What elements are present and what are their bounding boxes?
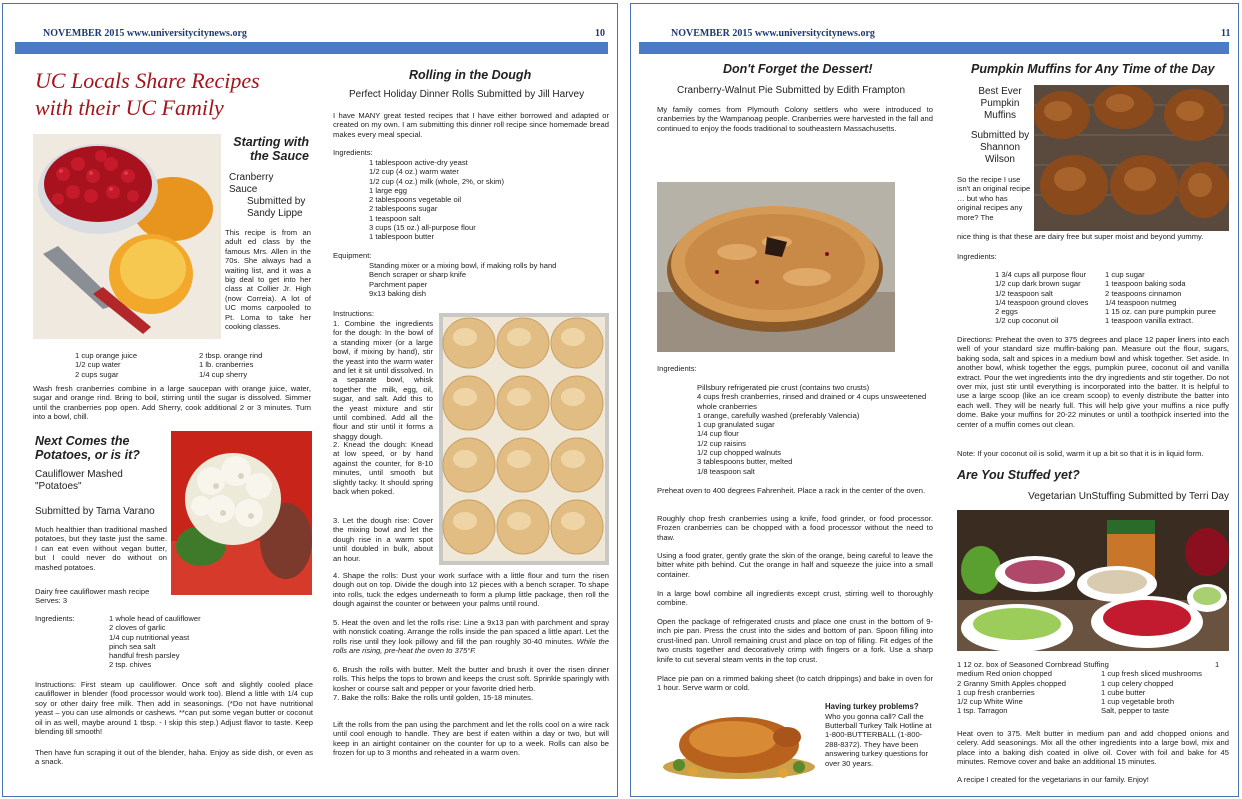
stuffing-subtitle: Vegetarian UnStuffing Submitted by Terri Day xyxy=(1028,491,1229,502)
potatoes-recipe-note: Dairy free cauliflower mash recipe xyxy=(35,587,150,596)
page-title: UC Locals Share Recipes with their UC Family xyxy=(35,68,260,120)
pie-step-3: Using a food grater, gently grate the skin of the orange, being careful to leave the bitter white pith behind. Cut the orange in half and squeeze the juice into a small container. xyxy=(657,551,933,579)
pie-ingredients-label: Ingredients: xyxy=(657,364,697,373)
muffins-intro: So the recipe I use isn't an original recipe … but who has original recipes any more? The xyxy=(957,175,1031,222)
rolls-step-6: 6. Brush the rolls with butter. Melt the butter and brush it over the risen dinner rolls. This helps the tops to brown and keeps the crust soft. Sprinkle sparingly with kosher or course salt and pepper or your favorite dried herb. xyxy=(333,665,609,693)
page-number: 10 xyxy=(595,28,605,39)
rolls-step-1: 1. Combine the ingredients for the dough: In the bowl of a standing mixer (or a large bowl, if mixing by hand), stir the yeast into the warm water and let it sit until dissolved. In a separate bowl, whisk together the milk, egg, oil, sugar, and salt. Add this to the yeast mixture and stir until combined. Add all the flour and stir until it forms a shaggy dough. xyxy=(333,319,433,441)
muffins-intro-cont: nice thing is that these are dairy free but super moist and beyond yummy. xyxy=(957,232,1204,241)
page-11 xyxy=(630,3,1239,797)
cranberry-sauce-photo xyxy=(33,134,221,339)
pie-step-5: Open the package of refrigerated crusts and place one crust in the bottom of 9-inch pie pan. Press the crust into the sides and bottom of pan. Spoon filling into crust-lined pan. Unroll remaining crust and place on top of filling. Fit edges of the two crusts together and decoratively crimp with fingers or a fork. Use a sharp knife to cut several steam vents in the top crust. xyxy=(657,617,933,664)
stuffing-directions: Heat oven to 375. Melt butter in medium pan and add chopped onions and celery. Add seasonings. Mix all the other ingredients into a large bowl, mix and place into a baking dish coated in olive oil. Cover with foil and bake for 45 minutes. Remove cover and bake an additional 15 minutes. xyxy=(957,729,1229,767)
potatoes-ingredients: 1 whole head of cauliflower 2 cloves of garlic 1/4 cup nutritional yeast pinch sea salt handful fresh parsley 2 tsp. chives xyxy=(109,614,201,670)
rolls-step-4: 4. Shape the rolls: Dust your work surface with a little flour and turn the risen dough out on top. Divide the dough into 12 pieces with a bench scraper. To shape into rolls, tuck the edges underneath to form a plump little package, then roll the dough against the counter or between your palms until round. xyxy=(333,571,609,609)
header-rule xyxy=(639,42,1229,54)
pumpkin-muffins-photo xyxy=(1034,85,1229,231)
rolls-step-3: 3. Let the dough rise: Cover the mixing bowl and let the dough rise in a warm spot until doubled in bulk, about an hour. xyxy=(333,516,433,563)
turkey-hotline-text: Who you gonna call? Call the Butterball Turkey Talk Hotline at 1-800-BUTTERBALL (1-800-288-8372). They have been answering turkey questions for over 30 years. xyxy=(825,711,932,768)
rolls-equipment: Standing mixer or a mixing bowl, if making rolls by hand Bench scraper or sharp knife Parchment paper 9x13 baking dish xyxy=(369,261,557,298)
rolls-step-7: 7. Bake the rolls: Bake the rolls until golden, 15-18 minutes. xyxy=(333,693,534,702)
roast-turkey-photo xyxy=(659,701,817,783)
muffins-ingredients-left: 1 3/4 cups all purpose flour 1/2 cup dark brown sugar 1/2 teaspoon salt 1/4 teaspoon ground cloves 2 eggs 1/2 cup coconut oil xyxy=(995,270,1089,326)
potatoes-intro: Much healthier than traditional mashed potatoes, but they taste just the same. I can eat even without vegan butter, but I could never do without on mashed potatoes. xyxy=(35,525,167,572)
sauce-intro: This recipe is from an adult ed class by the famous Mrs. Allen in the 70s. She always had a waiting list, and it was a big deal to get into her class at Collier Jr. High (now Correia). A lot of UC moms carpooled to Pt. Loma to take her cooking classes. xyxy=(225,228,311,332)
rolls-intro: I have MANY great tested recipes that I have either borrowed and adapted or created on my own. I am submitting this dinner roll recipe since homemade bread makes every meal special. xyxy=(333,111,609,139)
rolls-ingredients: 1 tablespoon active-dry yeast 1/2 cup (4 oz.) warm water 1/2 cup (4 oz.) milk (whole, 2%, or skim) 1 large egg 2 tablespoons vegetable oil 2 tablespoons sugar 1 teaspoon salt 3 cups (15 oz.) all-purpose flour 1 tablespoon butter xyxy=(369,158,505,242)
sauce-ingredients-left: 1 cup orange juice 1/2 cup water 2 cups sugar xyxy=(75,351,138,379)
potatoes-serves: Serves: 3 xyxy=(35,596,68,605)
dinner-rolls-photo xyxy=(439,313,609,565)
pie-ingredients: Pillsbury refrigerated pie crust (contains two crusts) 4 cups fresh cranberries, rinsed and drained or 4 cups unsweetened whole cranberries 1 orange, carefully washed (preferably Valencia) 1 cup granulated sugar 1/4 cup flour 1/2 cup raisins 1/2 cup chopped walnuts 3 tablespoons butter, melted 1/8 teaspoon salt xyxy=(697,383,927,476)
pie-step-1: Preheat oven to 400 degrees Fahrenheit. Place a rack in the center of the oven. xyxy=(657,486,926,495)
potatoes-instructions: Instructions: First steam up cauliflower. Once soft and slightly cooled place cauliflower in blender (food processor would work too). Blend a little with 1/4 cup soy or other dairy free milk. Then add in seasonings. (*Do not have nutritional yeast – you can use almonds or cashews. **can put some vegan butter or coconut oil in as well, maybe around 1 tbsp. - I skip this step.) Adjust flavor to taste. Keep blending till smooth! xyxy=(35,680,313,737)
potatoes-ingredients-label: Ingredients: xyxy=(35,614,75,623)
rolls-step-5: 5. Heat the oven and let the rolls rise: Line a 9x13 pan with parchment and spray with nonstick coating. Arrange the rolls inside the pan spaced a little apart. Let the rolls rise until they look pillowy and fill the pan roughly 30-40 minutes. While the rolls are rising, pre-heat the oven to 375°F. xyxy=(333,618,610,656)
muffins-note: Note: If your coconut oil is solid, warm it up a bit so that it is in liquid form. xyxy=(957,449,1204,458)
rolls-equipment-label: Equipment: xyxy=(333,251,372,260)
muffins-ingredients-right: 1 cup sugar 1 teaspoon baking soda 2 teaspoons cinnamon 1/4 teaspoon nutmeg 1 15 oz. can pure pumpkin puree 1 teaspoon vanilla extract. xyxy=(1105,270,1217,326)
rolls-instructions-label: Instructions: xyxy=(333,309,374,318)
stuffing-ingredients-photo xyxy=(957,510,1229,651)
sauce-directions: Wash fresh cranberries combine in a large saucepan with orange juice, water, sugar and orange rind. Bring to boil, stirring until the sugar is dissolved. Simmer until the cranberries pop open. Add Sherry, cook additional 2 or 3 minutes. Turn into a bowl, chill. xyxy=(33,384,311,422)
pie-step-6: Place pie pan on a rimmed baking sheet (to catch drippings) and bake in oven for 1 hour. Serve warm or cold. xyxy=(657,674,933,693)
header-rule xyxy=(15,42,608,54)
stuffing-ingredients-left: 1 12 oz. box of Seasoned Cornbread Stuffing medium Red onion chopped 2 Granny Smith Apples chopped 1 cup fresh cranberries 1/2 cup White Wine 1 tsp. Tarragon xyxy=(957,660,1109,716)
cauliflower-photo xyxy=(171,431,312,595)
stuffing-page-mark: 1 xyxy=(1215,660,1220,669)
sauce-submitted: Submitted by Sandy Lippe xyxy=(247,196,306,219)
muffins-ingredients-label: Ingredients: xyxy=(957,252,997,261)
sauce-ingredients-right: 2 tbsp. orange rind 1 lb. cranberries 1/4 cup sherry xyxy=(199,351,263,379)
page-number: 11 xyxy=(1221,28,1231,39)
rolls-step-2: 2. Knead the dough: Knead at low speed, or by hand against the counter, for 8-10 minutes, until smooth but slightly tacky. It should spring back when poked. xyxy=(333,440,433,497)
cranberry-pie-photo xyxy=(657,182,895,352)
turkey-hotline-heading: Having turkey problems? xyxy=(825,702,919,711)
pie-step-2: Roughly chop fresh cranberries using a knife, food grinder, or food processor. Frozen cranberries can be chopped with a food processor without the need to thaw. xyxy=(657,514,933,542)
pie-subtitle: Cranberry-Walnut Pie Submitted by Edith Frampton xyxy=(677,85,906,96)
potatoes-name: Cauliflower Mashed "Potatoes" xyxy=(35,469,123,492)
muffins-heading: Pumpkin Muffins for Any Time of the Day xyxy=(971,62,1215,76)
potatoes-submitted: Submitted by Tama Varano xyxy=(35,506,155,517)
turkey-hotline-box xyxy=(825,702,935,768)
sauce-heading: Starting with the Sauce xyxy=(233,135,309,163)
pie-intro: My family comes from Plymouth Colony settlers who were introduced to cranberries by the Wampanoag people. Cranberries were harvested in the fall and continued to enjoy the foods traditional to southeastern Massachusetts. xyxy=(657,105,933,133)
potatoes-heading: Next Comes the Potatoes, or is it? xyxy=(35,434,140,462)
stuffing-ingredients-right: 1 cup fresh sliced mushrooms 1 cup celery chopped 1 cube butter 1 cup vegetable broth Salt, pepper to taste xyxy=(1101,669,1202,716)
muffins-name: Best Ever Pumpkin Muffins xyxy=(978,86,1022,121)
pie-step-4: In a large bowl combine all ingredients except crust, stirring well to thoroughly combine. xyxy=(657,589,933,608)
rolls-heading: Rolling in the Dough xyxy=(409,68,532,82)
page-header: NOVEMBER 2015 www.universitycitynews.org xyxy=(671,28,875,39)
rolls-subtitle: Perfect Holiday Dinner Rolls Submitted by Jill Harvey xyxy=(349,89,585,100)
muffins-directions: Directions: Preheat the oven to 375 degrees and place 12 paper liners into each well of your standard size muffin-baking pan. Measure out the flour, sugars, baking soda, salt and spices in a medium bowl and whisk together. Set aside. In another bowl, whisk together the eggs, pumpkin puree, coconut oil and vanilla extract. Pour the wet ingredients into the dry ingredients and stir together. Do not over mix, just stir until everything is incorporated into the batter. It is helpful to use a large scoop (like an ice cream scoop) to evenly distribute the batter into each well. They will be nearly full. This will help give your muffins a nice puffy dome. Bake your muffins for 20-22 minutes or until a toothpick inserted into the center of a muffin comes out clean. xyxy=(957,335,1229,429)
page-10 xyxy=(2,3,618,797)
pie-heading: Don't Forget the Dessert! xyxy=(723,62,873,76)
rolls-ingredients-label: Ingredients: xyxy=(333,148,373,157)
muffins-submitted: Submitted by Shannon Wilson xyxy=(970,130,1030,165)
potatoes-closing: Then have fun scraping it out of the blender, haha. Enjoy as side dish, or even as a snack. xyxy=(35,748,313,767)
sauce-name: Cranberry Sauce xyxy=(229,172,274,195)
page-header: NOVEMBER 2015 www.universitycitynews.org xyxy=(43,28,247,39)
stuffing-closing: A recipe I created for the vegetarians in our family. Enjoy! xyxy=(957,775,1149,784)
stuffing-heading: Are You Stuffed yet? xyxy=(957,468,1080,482)
rolls-closing: Lift the rolls from the pan using the parchment and let the rolls cool on a wire rack until cool enough to handle. They are best if eaten within a day or two, but will keep in an airtight container on the counter for up to a week. Rolls can also be frozen for up to 3 months and reheated in a warm oven. xyxy=(333,720,609,758)
